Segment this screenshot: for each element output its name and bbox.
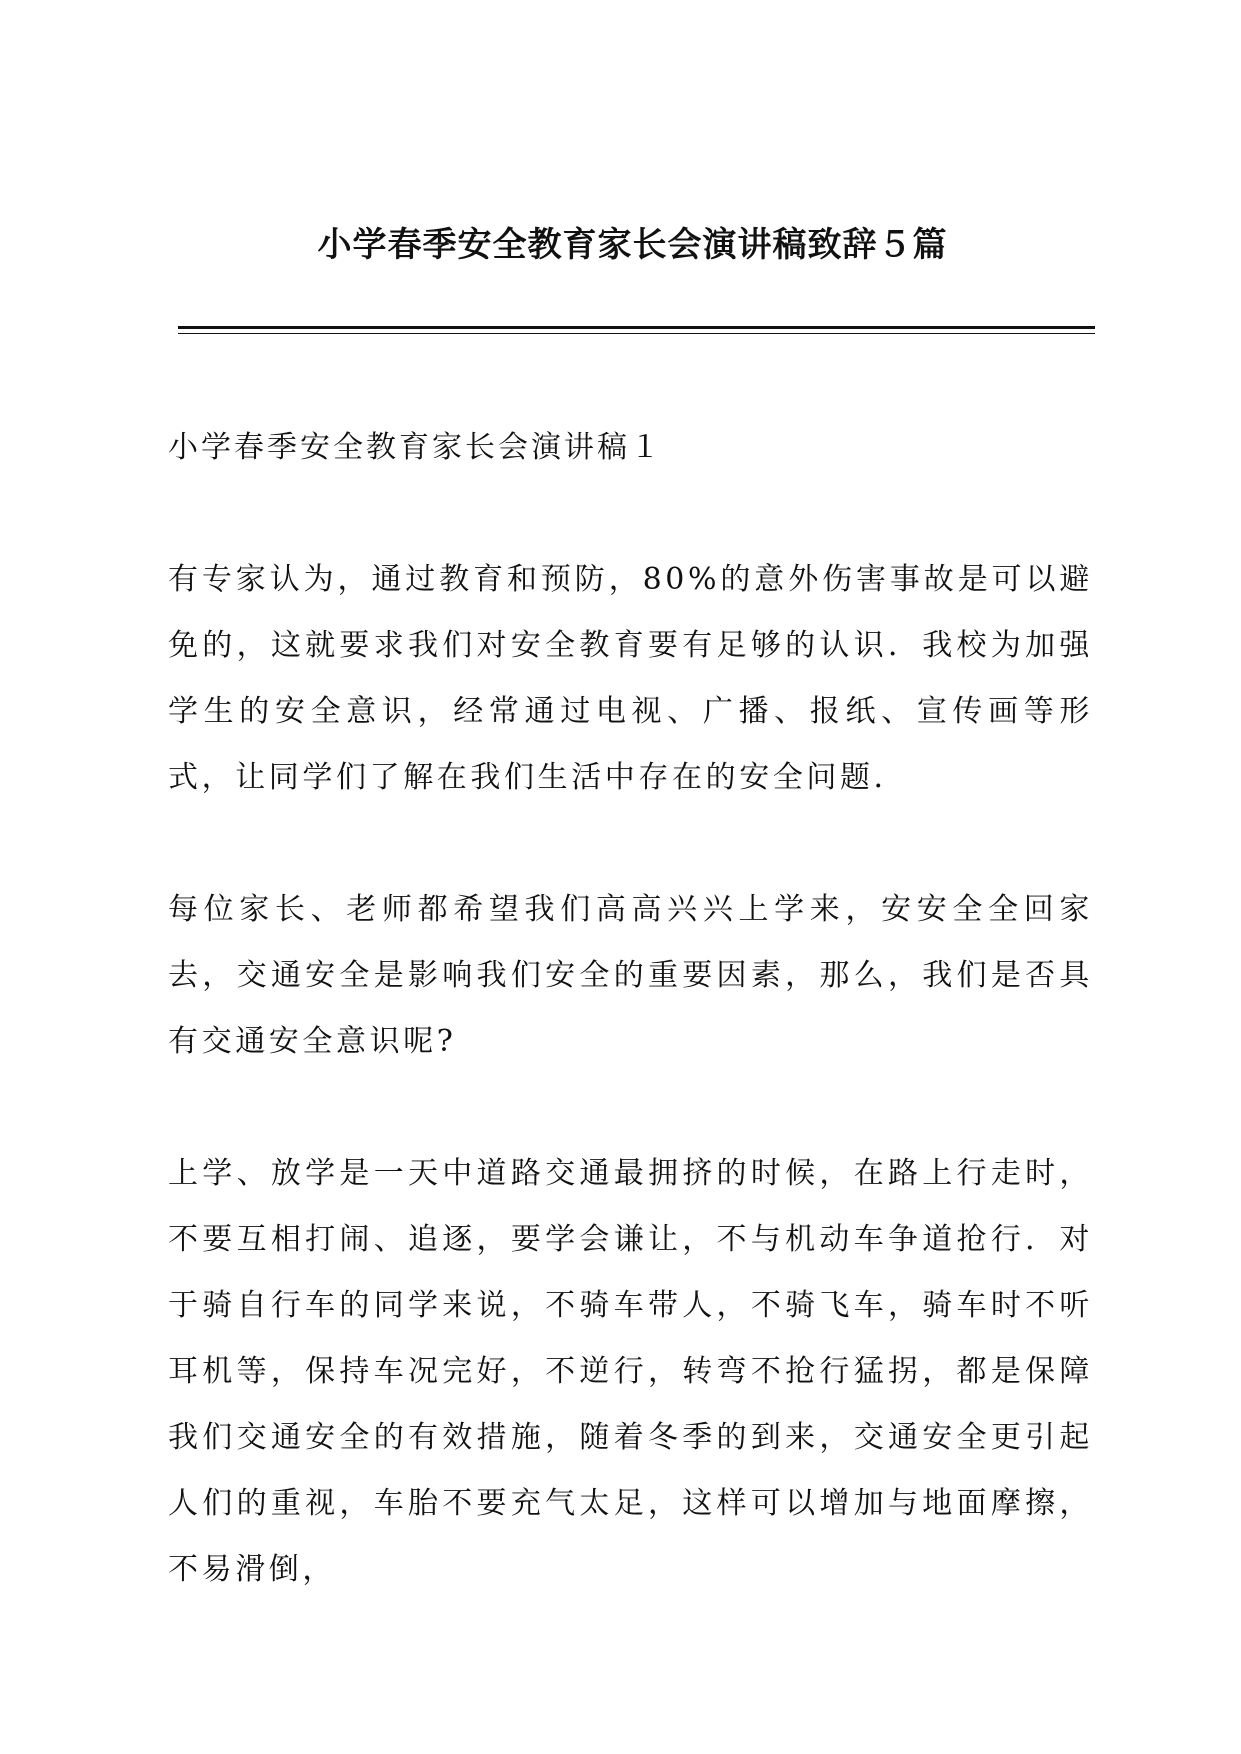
document-title: 小学春季安全教育家长会演讲稿致辞５篇 bbox=[317, 225, 948, 265]
title-divider-thick bbox=[178, 326, 1095, 329]
paragraph-3: 上学、放学是一天中道路交通最拥挤的时候，在路上行走时，不要互相打闹、追逐，要学会谦让，不与机动车争道抢行．对于骑自行车的同学来说，不骑车带人，不骑飞车，骑车时不听耳机等，保持车况完好，不逆行，转弯不抢行猛拐，都是保障我们交通安全的有效措施，随着冬季的到来，交通安全更引起人们的重视，车胎不要充气太足，这样可以增加与地面摩擦，不易滑倒， bbox=[168, 1156, 1093, 1587]
section-heading: 小学春季安全教育家长会演讲稿１ bbox=[168, 430, 663, 465]
paragraph-2: 每位家长、老师都希望我们高高兴兴上学来，安安全全回家去，交通安全是影响我们安全的重要因素，那么，我们是否具有交通安全意识呢? bbox=[168, 892, 1093, 1059]
title-divider-thin bbox=[178, 333, 1095, 334]
paragraph-1: 有专家认为，通过教育和预防，80%的意外伤害事故是可以避免的，这就要求我们对安全教育要有足够的认识．我校为加强学生的安全意识，经常通过电视、广播、报纸、宣传画等形式，让同学们了解在我们生活中存在的安全问题． bbox=[168, 562, 1093, 795]
document-body bbox=[168, 415, 1093, 1669]
